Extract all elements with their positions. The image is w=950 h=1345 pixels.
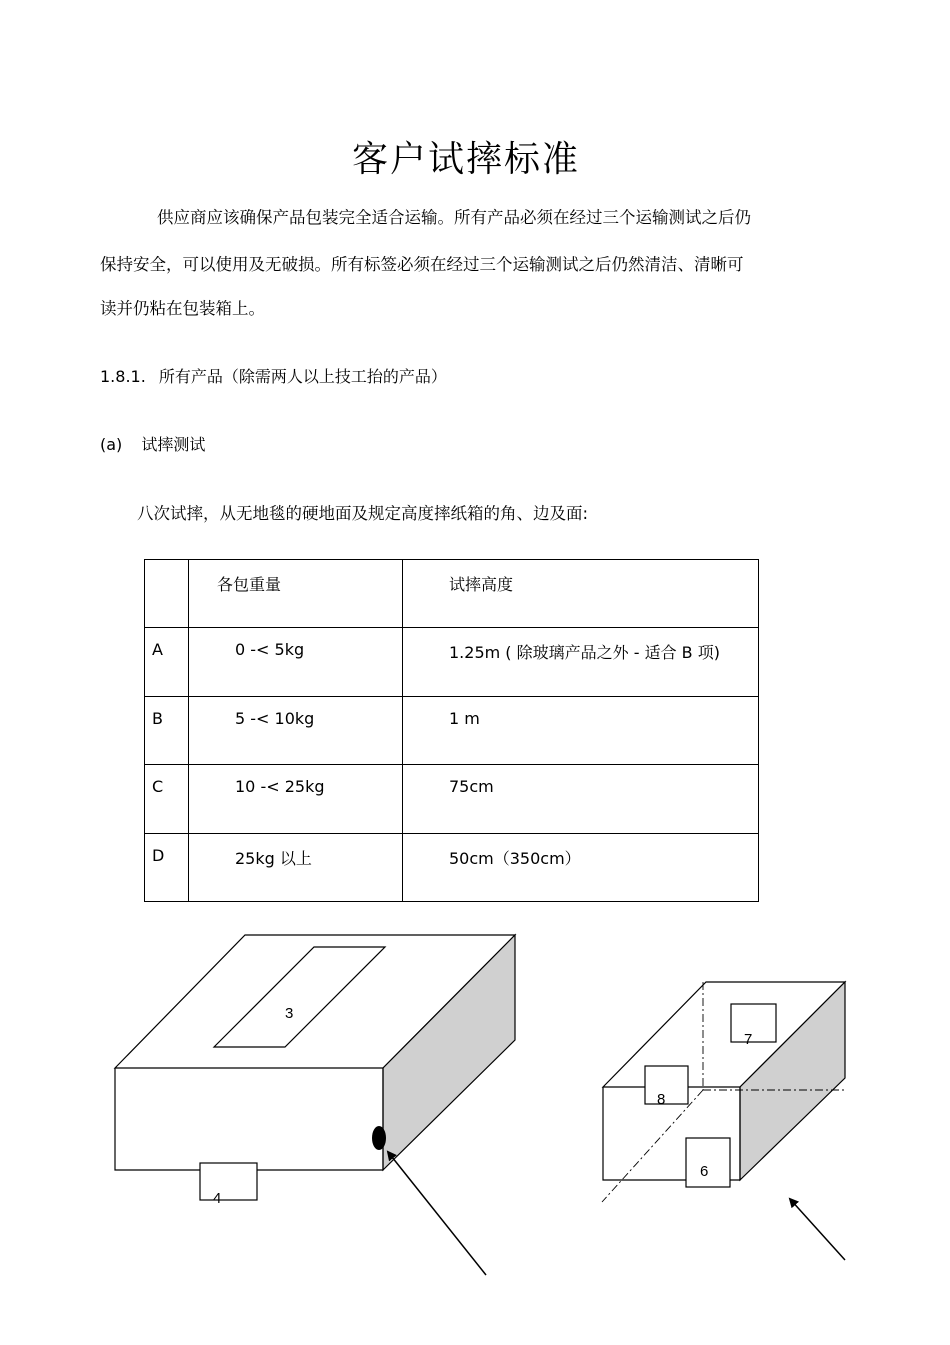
label-area-7 — [731, 1004, 776, 1042]
small-carton-drawing — [602, 982, 845, 1260]
table-header-cell: 各包重量 — [189, 560, 403, 628]
intro-line-1: 供应商应该确保产品包装完全适合运输。所有产品必须在经过三个运输测试之后仍 — [157, 208, 751, 227]
edge-drop-point — [372, 1126, 386, 1150]
label-area-8 — [645, 1066, 688, 1104]
table-cell-height: 1 m — [403, 696, 759, 764]
drop-test-diagram — [0, 920, 950, 1345]
table-row — [145, 765, 759, 833]
table-cell-class: B — [145, 696, 189, 764]
large-carton-drop-arrow — [388, 1152, 486, 1275]
subsection-title: 试摔测试 — [141, 435, 206, 454]
label-area-4 — [200, 1163, 257, 1200]
label-number-7: 7 — [744, 1031, 753, 1048]
section-title: 所有产品（除需两人以上技工抬的产品） — [158, 367, 447, 386]
table-cell-height: 50cm（350cm） — [403, 833, 759, 901]
table-header-row — [145, 560, 759, 628]
label-number-8: 8 — [657, 1091, 666, 1108]
section-heading — [100, 366, 447, 388]
drop-test-table — [144, 559, 759, 902]
small-carton-drop-arrow — [790, 1199, 845, 1260]
table-cell-weight: 5 -< 10kg — [189, 696, 403, 764]
table-cell-class: A — [145, 628, 189, 696]
subsection-label: (a) — [100, 435, 123, 454]
label-number-3: 3 — [285, 1005, 294, 1022]
intro-line-2: 保持安全，可以使用及无破损。所有标签必须在经过三个运输测试之后仍然清洁、清晰可 — [100, 255, 744, 274]
table-cell-class: C — [145, 765, 189, 833]
label-number-4: 4 — [213, 1190, 222, 1207]
intro-line-3: 读并仍粘在包装箱上。 — [100, 299, 265, 318]
table-row — [145, 628, 759, 696]
page-title: 客户试摔标准 — [351, 139, 580, 180]
table-cell-height: 1.25m ( 除玻璃产品之外 - 适合 B 项) — [403, 628, 759, 696]
table-cell-weight: 10 -< 25kg — [189, 765, 403, 833]
large-carton-drawing — [115, 935, 515, 1275]
table-row — [145, 696, 759, 764]
table-cell-weight: 0 -< 5kg — [189, 628, 403, 696]
table-cell-class: D — [145, 833, 189, 901]
section-number: 1.8.1. — [100, 367, 146, 386]
instruction-text: 八次试摔，从无地毯的硬地面及规定高度摔纸箱的角、边及面: — [137, 504, 589, 523]
table-row — [145, 833, 759, 901]
subsection-heading — [100, 434, 205, 456]
table-cell-height: 75cm — [403, 765, 759, 833]
large-carton-front-face — [115, 1068, 383, 1170]
table-header-cell: 试摔高度 — [403, 560, 759, 628]
table-cell-weight: 25kg 以上 — [189, 833, 403, 901]
label-number-6: 6 — [700, 1163, 709, 1180]
table-header-cell — [145, 560, 189, 628]
